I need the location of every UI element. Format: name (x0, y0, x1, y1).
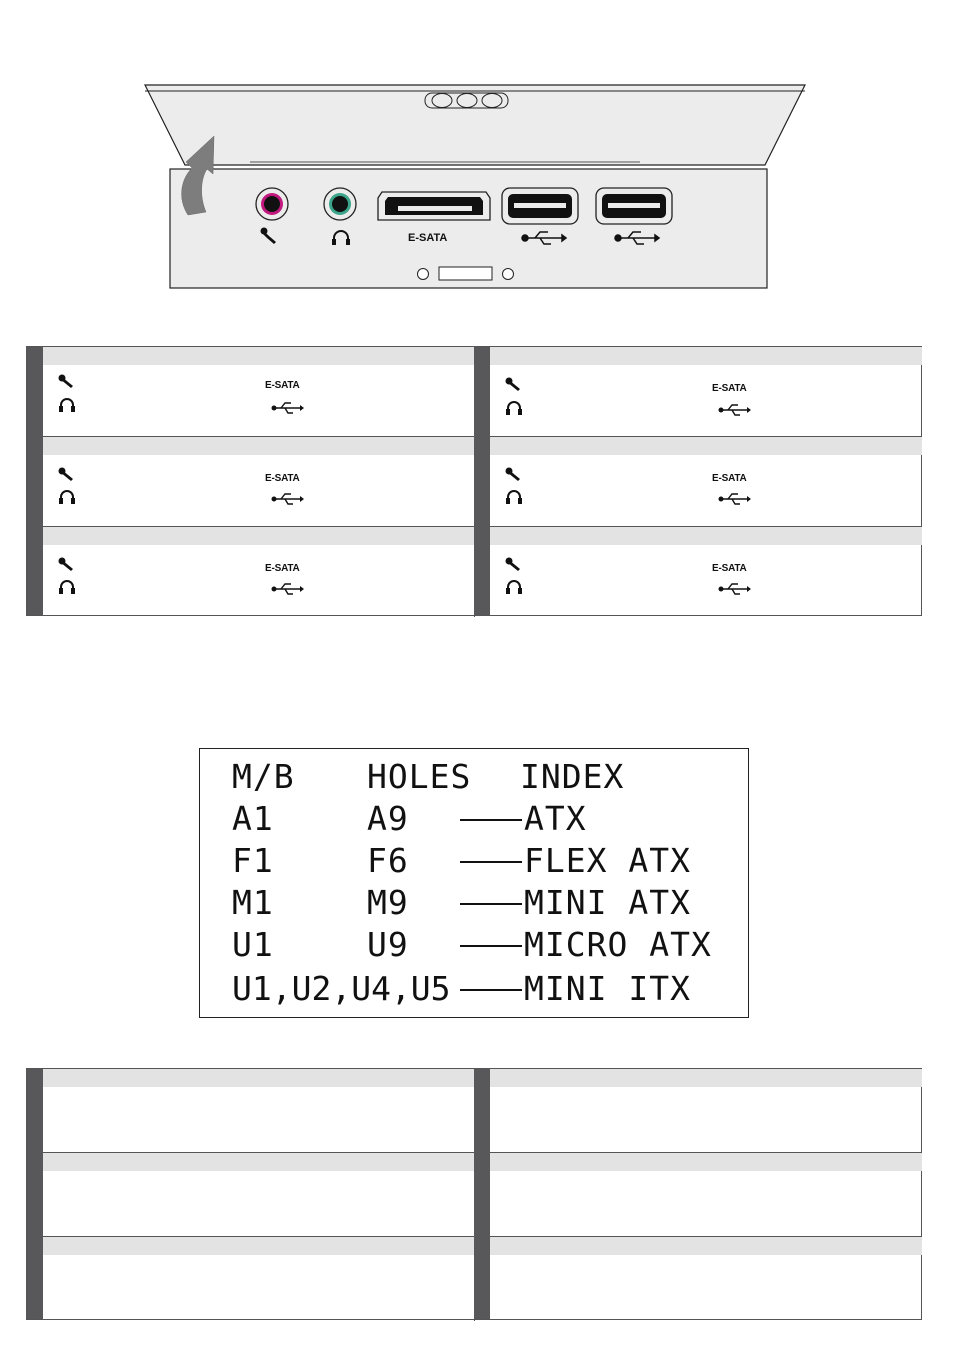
legend-cell (490, 1153, 922, 1237)
legend-cell (43, 437, 475, 527)
esata-port[interactable] (378, 192, 490, 220)
header-holes: HOLES (367, 757, 472, 796)
legend-cell (490, 437, 922, 527)
row-connector (460, 861, 522, 863)
panel-bezel (170, 169, 767, 288)
usb-port[interactable] (596, 188, 672, 224)
esata-text: E-SATA (265, 380, 300, 391)
row-holes: A9 (367, 799, 409, 838)
microphone-icon (58, 467, 76, 481)
usb-icon (718, 403, 752, 417)
usb-icon (718, 492, 752, 506)
usb-icon (271, 401, 305, 415)
headphone-icon (58, 397, 76, 413)
row-index: MINI ATX (524, 883, 691, 922)
legend-column-right (474, 1069, 922, 1319)
row-connector (460, 903, 522, 905)
microphone-jack[interactable] (256, 188, 288, 220)
row-mb: A1 (232, 799, 274, 838)
panel-cover (145, 85, 805, 165)
row-connector (460, 945, 522, 947)
legend-cell (43, 527, 475, 617)
usb-icon (271, 492, 305, 506)
legend-cell (490, 347, 922, 437)
esata-text: E-SATA (712, 563, 747, 574)
row-index: MICRO ATX (524, 925, 712, 964)
legend-column-left (27, 347, 475, 615)
legend-cell (43, 347, 475, 437)
row-holes: U9 (367, 925, 409, 964)
row-mb: U1 (232, 925, 274, 964)
headphone-icon (505, 489, 523, 505)
legend-cell (490, 527, 922, 617)
row-holes: F6 (367, 841, 409, 880)
usb-icon (271, 582, 305, 596)
row-mb: M1 (232, 883, 274, 922)
row-index: MINI ITX (524, 969, 691, 1008)
headphone-jack[interactable] (324, 188, 356, 220)
esata-text: E-SATA (712, 383, 747, 394)
legend-column-right (474, 347, 922, 615)
esata-text: E-SATA (265, 563, 300, 574)
row-connector (460, 989, 522, 991)
port-legend-table (26, 346, 922, 616)
headphone-icon (505, 579, 523, 595)
usb-icon (718, 582, 752, 596)
microphone-icon (505, 467, 523, 481)
usb-port[interactable] (502, 188, 578, 224)
microphone-icon (505, 557, 523, 571)
esata-text: E-SATA (265, 473, 300, 484)
legend-cell (490, 1069, 922, 1153)
headphone-icon (58, 579, 76, 595)
row-holes: M9 (367, 883, 409, 922)
legend-cell (43, 1153, 475, 1237)
microphone-icon (505, 377, 523, 391)
legend-cell (43, 1069, 475, 1153)
motherboard-hole-index (199, 748, 749, 1018)
row-index: FLEX ATX (524, 841, 691, 880)
headphone-icon (58, 489, 76, 505)
legend-cell (43, 1237, 475, 1321)
microphone-icon (58, 374, 76, 388)
row-connector (460, 819, 522, 821)
legend-column-left (27, 1069, 475, 1319)
microphone-icon (58, 557, 76, 571)
esata-label: E-SATA (408, 232, 448, 244)
header-index: INDEX (520, 757, 625, 796)
index-legend-table (26, 1068, 922, 1320)
row-index: ATX (524, 799, 587, 838)
headphone-icon (505, 400, 523, 416)
row-mb: U1,U2,U4,U5 (232, 969, 451, 1008)
esata-text: E-SATA (712, 473, 747, 484)
row-mb: F1 (232, 841, 274, 880)
legend-cell (490, 1237, 922, 1321)
front-panel-illustration (140, 80, 810, 295)
header-mb: M/B (232, 757, 295, 796)
